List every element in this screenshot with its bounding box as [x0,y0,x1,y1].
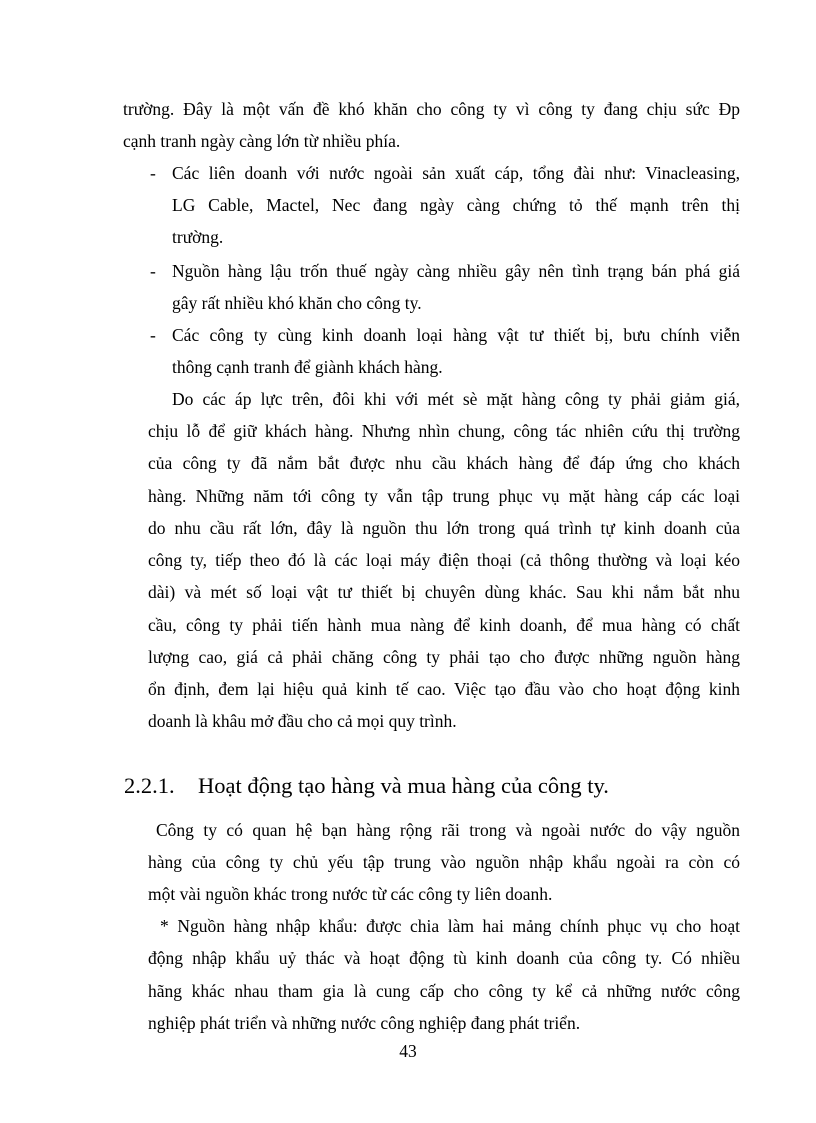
paragraph-line: Công ty có quan hệ bạn hàng rộng rãi trong và ngoài nước do vậy nguồn [156,820,740,840]
paragraph-line: Do các áp lực trên, đôi khi với mét sè mặt hàng công ty phải giảm giá, [172,389,740,409]
bullet-line: Nguồn hàng lậu trốn thuế ngày càng nhiều gây nên tình trạng bán phá giá [172,261,740,281]
paragraph-line: * Nguồn hàng nhập khẩu: được chia làm hai mảng chính phục vụ cho hoạt [160,916,740,936]
paragraph-line: hàng của công ty chủ yếu tập trung vào nguồn nhập khẩu ngoài ra còn có [148,852,740,872]
bullet-marker: - [150,163,156,183]
section-heading [124,772,609,800]
bullet-line: thông cạnh tranh để giành khách hàng. [172,357,443,377]
bullet-line: Các công ty cùng kinh doanh loại hàng vật tư thiết bị, bưu chính viễn [172,325,740,345]
paragraph-line: nghiệp phát triển và những nước công nghiệp đang phát triển. [148,1013,581,1033]
section-number: 2.2.1. [124,773,175,798]
paragraph-line: một vài nguồn khác trong nước từ các công ty liên doanh. [148,884,553,904]
paragraph-line: cạnh tranh ngày càng lớn từ nhiều phía. [123,131,401,151]
page-number: 43 [399,1041,417,1061]
paragraph-line: hãng khác nhau tham gia là cung cấp cho công ty kể cả những nước công [148,981,740,1001]
paragraph-line: của công ty đã nắm bắt được nhu cầu khách hàng để đáp ứng cho khách [148,453,740,473]
paragraph-line: do nhu cầu rất lớn, đây là nguồn thu lớn trong quá trình tự kinh doanh của [148,518,740,538]
paragraph-line: trường. Đây là một vấn đề khó khăn cho công ty vì công ty đang chịu sức Đp [123,99,740,119]
paragraph-line: cầu, công ty phải tiến hành mua nàng để kinh doanh, để mua hàng có chất [148,615,740,635]
paragraph-line: công ty, tiếp theo đó là các loại máy điện thoại (cả thông thường và loại kéo [148,550,740,570]
paragraph-line: ổn định, đem lại hiệu quả kinh tế cao. Việc tạo đầu vào cho hoạt động kinh [148,679,740,699]
bullet-line: trường. [172,227,224,247]
section-title: Hoạt động tạo hàng và mua hàng của công ty. [198,773,609,798]
paragraph-line: lượng cao, giá cả phải chăng công ty phải tạo cho được những nguồn hàng [148,647,740,667]
paragraph-line: doanh là khâu mở đầu cho cả mọi quy trình. [148,711,457,731]
bullet-marker: - [150,325,156,345]
paragraph-line: hàng. Những năm tới công ty vẫn tập trung phục vụ mặt hàng cáp các loại [148,486,740,506]
bullet-line: Các liên doanh với nước ngoài sản xuất cáp, tổng đài như: Vinacleasing, [172,163,740,183]
bullet-line: LG Cable, Mactel, Nec đang ngày càng chứng tỏ thế mạnh trên thị [172,195,740,215]
bullet-line: gây rất nhiều khó khăn cho công ty. [172,293,422,313]
paragraph-line: chịu lỗ để giữ khách hàng. Nhưng nhìn chung, công tác nhiên cứu thị trường [148,421,740,441]
bullet-marker: - [150,261,156,281]
paragraph-line: dài) và mét số loại vật tư thiết bị chuyên dùng khác. Sau khi nắm bắt nhu [148,582,740,602]
paragraph-line: động nhập khẩu uỷ thác và hoạt động tù kinh doanh của công ty. Có nhiều [148,948,740,968]
